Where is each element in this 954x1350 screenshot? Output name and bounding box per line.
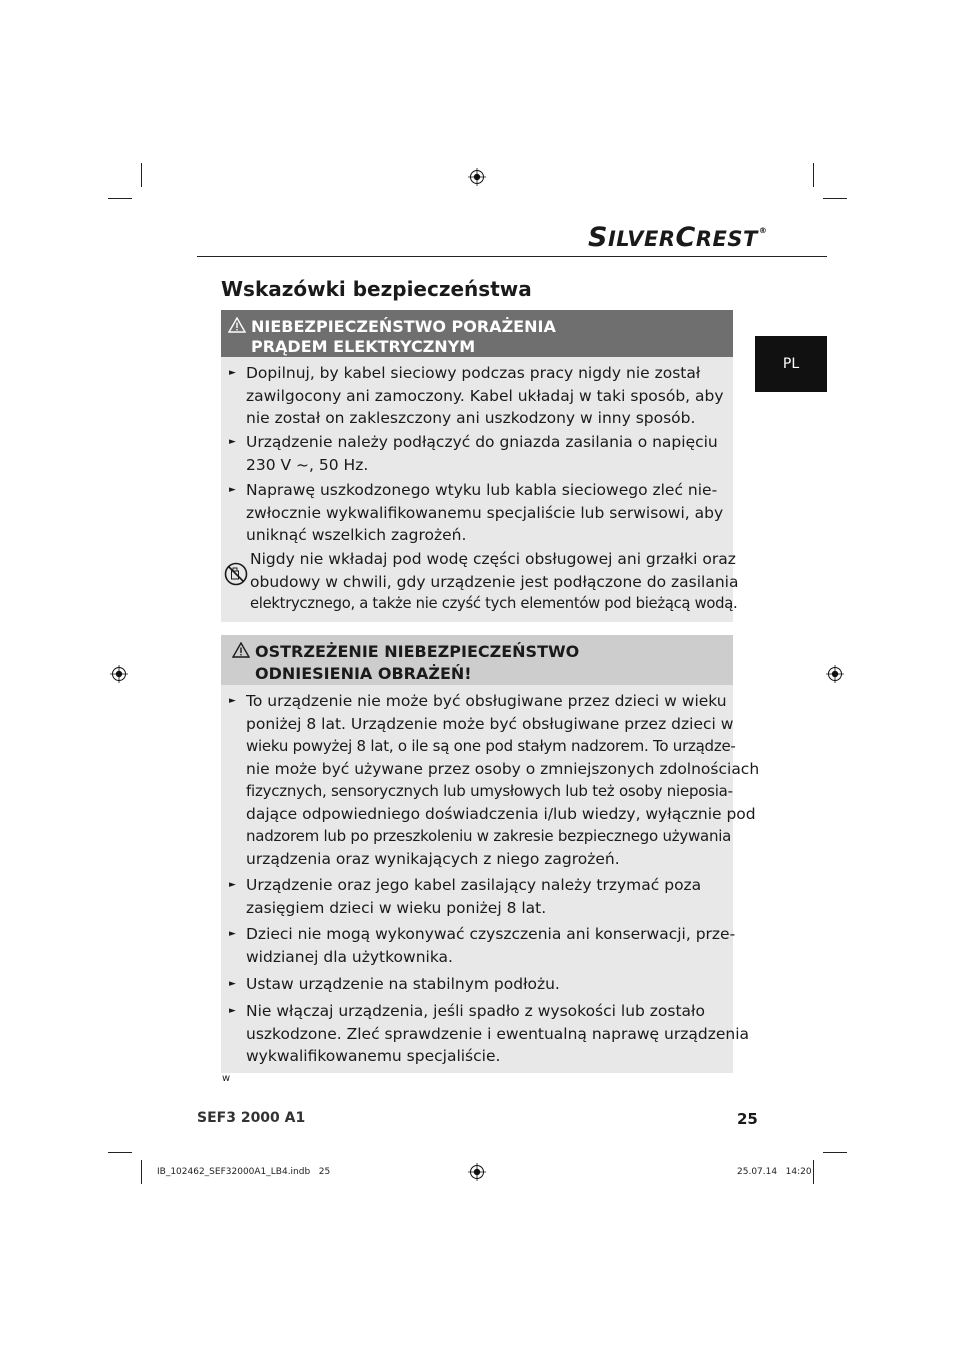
bullet-arrow-icon: ► bbox=[229, 696, 236, 706]
list-item-text: zasięgiem dzieci w wieku poniżej 8 lat. bbox=[246, 898, 547, 917]
language-tab bbox=[755, 336, 827, 392]
crop-mark bbox=[141, 1160, 142, 1184]
crop-mark bbox=[823, 1152, 847, 1153]
footer-datetime: 25.07.14 14:20 bbox=[737, 1167, 812, 1177]
no-immersion-icon bbox=[224, 562, 248, 586]
list-item-text: wykwalifikowanemu specjaliście. bbox=[246, 1047, 501, 1065]
list-item-text: zwłocznie wykwalifikowanemu specjaliście lub serwisowi, aby bbox=[246, 503, 724, 522]
header-rule bbox=[197, 256, 827, 257]
bullet-arrow-icon: ► bbox=[229, 979, 236, 989]
page-title: Wskazówki bezpieczeństwa bbox=[221, 277, 532, 301]
warning-box-electric bbox=[221, 310, 739, 622]
crop-mark bbox=[813, 163, 814, 187]
list-item-text: nie może być używane przez osoby o zmniejszonych zdolnościach bbox=[246, 759, 760, 778]
bullet-arrow-icon: ► bbox=[229, 368, 236, 378]
page-number: 25 bbox=[737, 1110, 758, 1128]
language-tab-label: PL bbox=[782, 356, 800, 372]
list-item-text: Nie włączaj urządzenia, jeśli spadło z wysokości lub zostało bbox=[246, 1002, 705, 1020]
list-item-text: nadzorem lub po przeszkoleniu w zakresie bezpiecznego używania bbox=[246, 827, 732, 845]
crop-mark bbox=[108, 198, 132, 199]
list-item-text: zawilgocony ani zamoczony. Kabel układaj w taki sposób, aby bbox=[246, 386, 724, 405]
warning-triangle-icon bbox=[232, 642, 250, 658]
list-item-text: uszkodzone. Zleć sprawdzenie i ewentualną naprawę urządzenia bbox=[246, 1024, 749, 1043]
bullet-arrow-icon: ► bbox=[229, 1006, 236, 1016]
list-item-text: Dopilnuj, by kabel sieciowy podczas pracy nigdy nie został bbox=[246, 364, 701, 382]
warning-heading-line: PRĄDEM ELEKTRYCZNYM bbox=[251, 337, 476, 356]
list-item-text: To urządzenie nie może być obsługiwane przez dzieci w wieku bbox=[246, 692, 727, 710]
list-item-text: uniknąć wszelkich zagrożeń. bbox=[246, 526, 467, 544]
bullet-arrow-icon: ► bbox=[229, 880, 236, 890]
list-item-text: fizycznych, sensorycznych lub umysłowych lub też osoby nieposia- bbox=[246, 782, 733, 800]
crop-mark bbox=[813, 1160, 814, 1184]
list-item-text: widzianej dla użytkownika. bbox=[246, 947, 453, 966]
bullet-arrow-icon: ► bbox=[229, 929, 236, 939]
registration-mark-icon bbox=[826, 665, 844, 683]
crop-mark bbox=[823, 198, 847, 199]
list-item-text: urządzenia oraz wynikających z niego zagrożeń. bbox=[246, 849, 620, 868]
warning-heading-line: ODNIESIENIA OBRAŻEŃ! bbox=[255, 664, 472, 683]
note-text: obudowy w chwili, gdy urządzenie jest podłączone do zasilania bbox=[250, 572, 739, 591]
list-item-text: Ustaw urządzenie na stabilnym podłożu. bbox=[246, 975, 560, 993]
list-item-text: Urządzenie należy podłączyć do gniazda zasilania o napięciu bbox=[246, 433, 718, 451]
list-item-text: wieku powyżej 8 lat, o ile są one pod stałym nadzorem. To urządze- bbox=[246, 737, 736, 755]
footer-model: SEF3 2000 A1 bbox=[197, 1110, 306, 1126]
list-item-text: Naprawę uszkodzonego wtyku lub kabla sieciowego zleć nie- bbox=[246, 481, 718, 499]
crop-mark bbox=[108, 1152, 132, 1153]
warning-heading-line: OSTRZEŻENIE NIEBEZPIECZEŃSTWO bbox=[255, 642, 580, 661]
warning-triangle-icon bbox=[228, 317, 246, 333]
crop-mark bbox=[141, 163, 142, 187]
list-item-text: dające odpowiedniego doświadczenia i/lub wiedzy, wyłącznie pod bbox=[246, 804, 756, 823]
registration-mark-icon bbox=[110, 665, 128, 683]
stray-mark: w bbox=[222, 1073, 231, 1084]
warning-heading-line: NIEBEZPIECZEŃSTWO PORAŻENIA bbox=[251, 317, 556, 336]
brand-logo: SILVERCREST® bbox=[588, 222, 768, 253]
list-item-text: nie został on zakleszczony ani uszkodzony w inny sposób. bbox=[246, 409, 696, 427]
list-item-text: Dzieci nie mogą wykonywać czyszczenia ani konserwacji, prze- bbox=[246, 925, 736, 943]
warning-heading bbox=[221, 310, 733, 357]
list-item-text: poniżej 8 lat. Urządzenie może być obsługiwane przez dzieci w bbox=[246, 714, 734, 733]
warning-box-injury bbox=[221, 635, 760, 1073]
bullet-arrow-icon: ► bbox=[229, 437, 236, 447]
registration-mark-icon bbox=[468, 168, 486, 186]
bullet-arrow-icon: ► bbox=[229, 485, 236, 495]
list-item-text: 230 V ~, 50 Hz. bbox=[246, 455, 369, 474]
note-text: elektrycznego, a także nie czyść tych elementów pod bieżącą wodą. bbox=[250, 595, 738, 612]
note-text: Nigdy nie wkładaj pod wodę części obsługowej ani grzałki oraz bbox=[250, 550, 736, 568]
registration-mark-icon bbox=[468, 1163, 486, 1181]
warning-heading bbox=[221, 635, 733, 685]
list-item-text: Urządzenie oraz jego kabel zasilający należy trzymać poza bbox=[246, 876, 702, 894]
footer-file-name: IB_102462_SEF32000A1_LB4.indb 25 bbox=[157, 1167, 331, 1177]
